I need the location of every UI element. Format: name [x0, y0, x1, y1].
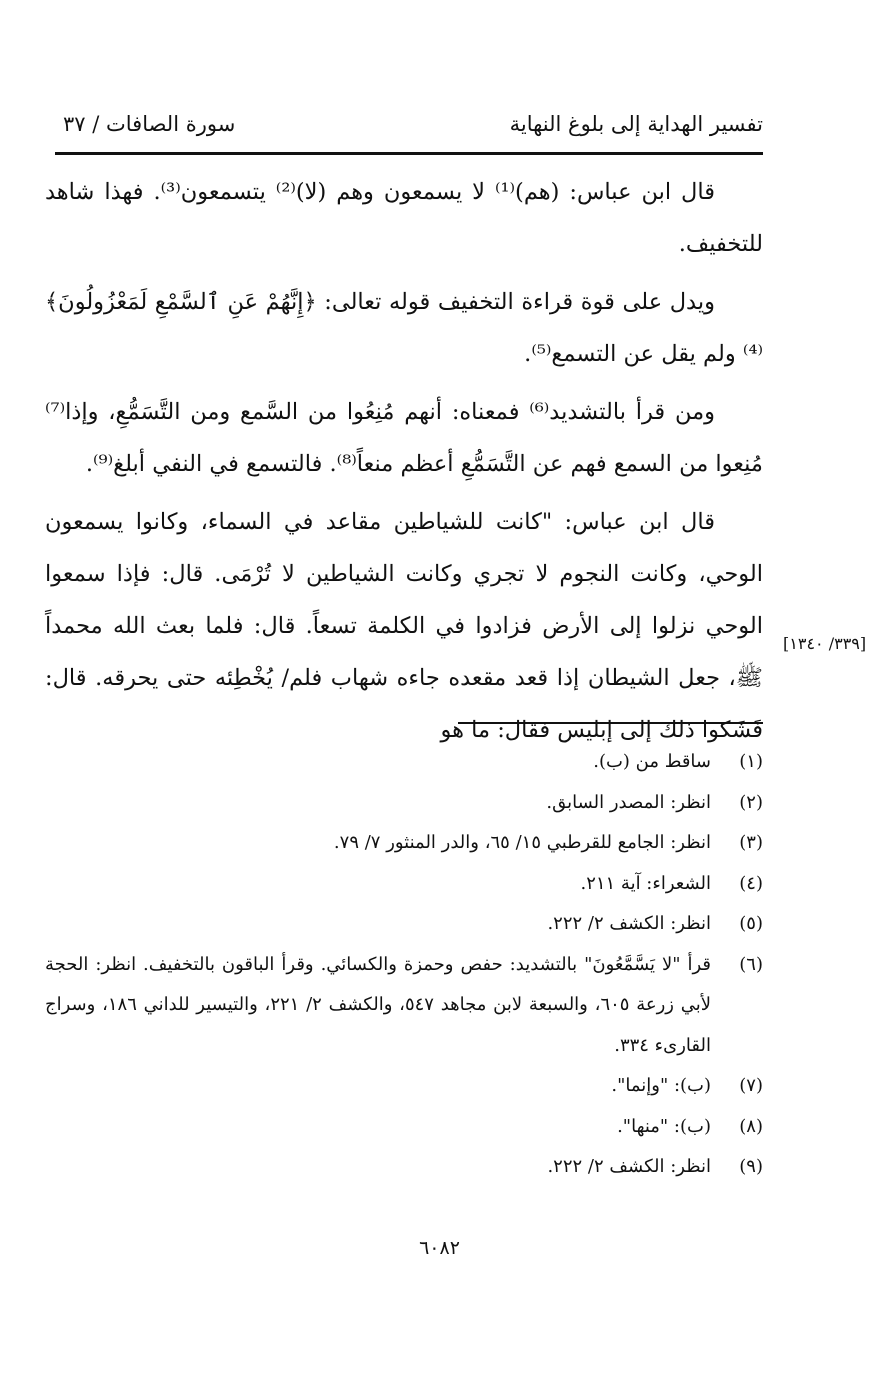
header-rule [55, 152, 763, 155]
footnote-text: انظر: الكشف ٢/ ٢٢٢. [547, 913, 711, 934]
footnote-number: (٢) [739, 791, 763, 813]
footnote-item [45, 864, 763, 905]
footnote-item [45, 823, 763, 864]
footnote-text: (ب): "منها". [617, 1115, 711, 1137]
footnote-text: الشعراء: آية ٢١١. [580, 872, 711, 894]
footnote-text: ساقط من (ب). [593, 751, 711, 772]
footnote-text: (ب): "وإنما". [611, 1075, 711, 1096]
main-text [45, 166, 763, 762]
footnote-text: انظر: الجامع للقرطبي ١٥/ ٦٥، والدر المنثور ٧/ ٧٩. [333, 832, 711, 853]
footnote-item [45, 904, 763, 945]
footnote-item [45, 742, 763, 783]
footnote-text: قرأ "لا يَسَّمَّعُونَ" بالتشديد: حفص وحمزة والكسائي. وقرأ الباقون بالتخفيف. انظر: الحجة لأبي زرعة ٦٠٥، والسبعة لابن مجاهد ٥٤٧، والكشف ٢/ ٢٢١، والتيسير للداني ١٨٦، وسراج القارىء ٣٣٤. [45, 953, 712, 1056]
footnote-number: (٨) [739, 1115, 763, 1137]
footnote-text: انظر: الكشف ٢/ ٢٢٢. [547, 1156, 711, 1177]
footnote-item [45, 1066, 763, 1107]
footnote-number: (٧) [739, 1075, 763, 1096]
paragraph: قال ابن عباس: "كانت للشياطين مقاعد في السماء، وكانوا يسمعون الوحي، وكانت النجوم لا تجري وكانت الشياطين لا تُرْمَى. قال: فإذا سمعوا الوحي نزلوا إلى الأرض فزادوا في الكلمة تسعاً. قال: فلما بعث الله محمداً ﷺ، جعل الشيطان إذا قعد مقعده جاءه شهاب فلم/ يُخْطِئه حتى يحرقه. قال: فَشَكوا ذلك إلى إبليس فقال: ما هو [45, 509, 763, 743]
footnote-number: (٥) [739, 913, 763, 934]
paragraph: قال ابن عباس: (هم)⁽¹⁾ لا يسمعون وهم (لا)⁽²⁾ يتسمعون⁽³⁾. فهذا شاهد للتخفيف. [45, 179, 763, 257]
surah-info: سورة الصافات / ٣٧ [63, 112, 236, 136]
footnote-number: (٣) [739, 832, 763, 853]
footnotes-list [45, 742, 763, 1188]
paragraph: ومن قرأ بالتشديد⁽⁶⁾ فمعناه: أنهم مُنِعُوا من السَّمع ومن التَّسَمُّعِ، وإذا⁽⁷⁾ مُنِعوا من السمع فهم عن التَّسَمُّعِ أعظم منعاً⁽⁸⁾. فالتسمع في النفي أبلغ⁽⁹⁾. [45, 399, 763, 477]
footnote-number: (٩) [739, 1156, 763, 1177]
footnote-text: انظر: المصدر السابق. [546, 791, 711, 813]
footnote-number: (١) [739, 751, 763, 772]
manuscript-folio-ref: [٣٣٩/ ١٣٤٠] [783, 634, 867, 653]
page-number: ٦٠٨٢ [419, 1237, 460, 1259]
footnote-number: (٤) [739, 872, 763, 894]
running-header [55, 104, 763, 150]
footnote-item [45, 783, 763, 824]
book-title: تفسير الهداية إلى بلوغ النهاية [509, 112, 763, 136]
footnote-item [45, 945, 763, 1067]
footnote-item [45, 1147, 763, 1188]
footnote-number: (٦) [739, 953, 763, 975]
paragraph: ويدل على قوة قراءة التخفيف قوله تعالى: ﴿إِنَّهُمْ عَنِ ٱلسَّمْعِ لَمَعْزُولُونَ﴾⁽⁴⁾ ولم يقل عن التسمع⁽⁵⁾. [45, 289, 763, 367]
footnote-item [45, 1107, 763, 1148]
footnote-rule [458, 722, 763, 724]
